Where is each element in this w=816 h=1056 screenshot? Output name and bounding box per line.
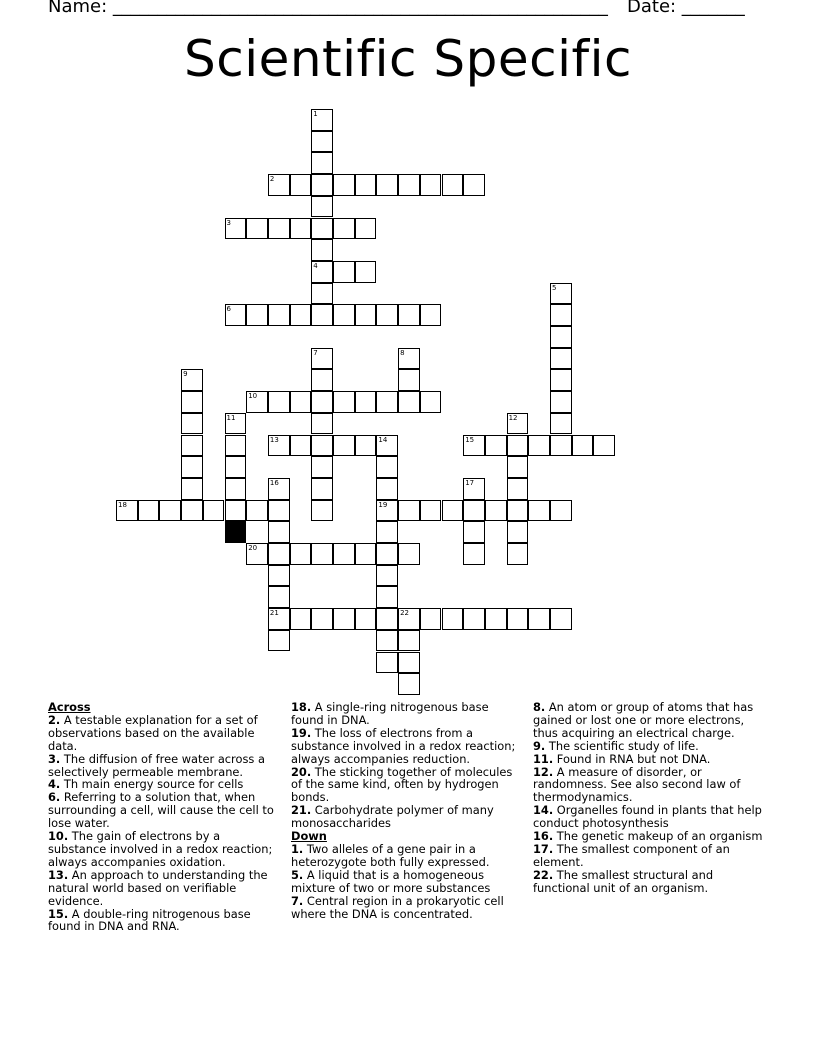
grid-cell[interactable] xyxy=(485,608,507,630)
grid-cell[interactable] xyxy=(355,391,377,413)
grid-cell[interactable] xyxy=(225,413,247,435)
grid-cell[interactable] xyxy=(355,608,377,630)
clue-number: 7 xyxy=(313,348,318,357)
grid-cell[interactable] xyxy=(376,391,398,413)
grid-cell[interactable] xyxy=(333,218,355,240)
grid-cell[interactable] xyxy=(550,413,572,435)
grid-cell[interactable] xyxy=(528,500,550,522)
grid-cell[interactable] xyxy=(246,218,268,240)
clue-item xyxy=(291,766,523,805)
grid-cell[interactable] xyxy=(290,543,312,565)
clue-number-label: 7. xyxy=(291,893,304,908)
grid-cell[interactable] xyxy=(181,500,203,522)
clue-item xyxy=(291,843,523,869)
grid-cell[interactable] xyxy=(376,174,398,196)
grid-cell[interactable] xyxy=(507,543,529,565)
clue-item xyxy=(291,701,523,727)
clue-item xyxy=(48,753,280,779)
grid-cell[interactable] xyxy=(550,608,572,630)
grid-cell[interactable] xyxy=(442,500,464,522)
clue-number: 1 xyxy=(313,110,318,118)
grid-cell[interactable] xyxy=(311,304,333,326)
clue-item xyxy=(291,869,523,895)
date-field-label[interactable]: Date: _______ xyxy=(627,0,745,17)
grid-cell[interactable] xyxy=(311,456,333,478)
grid-cell[interactable] xyxy=(376,500,398,522)
grid-cell[interactable] xyxy=(550,500,572,522)
clue-number: 5 xyxy=(552,283,557,292)
grid-cell[interactable] xyxy=(355,304,377,326)
clue-number: 22 xyxy=(400,609,410,618)
grid-cell[interactable] xyxy=(398,652,420,674)
grid-cell[interactable] xyxy=(355,174,377,196)
grid-cell[interactable] xyxy=(398,500,420,522)
clues-column-1 xyxy=(48,701,280,933)
grid-cell[interactable] xyxy=(181,413,203,435)
name-field-label[interactable]: Name: _______________________________________________________ xyxy=(48,0,608,17)
grid-cell[interactable] xyxy=(420,304,442,326)
clue-item xyxy=(533,701,765,740)
grid-cell[interactable] xyxy=(311,369,333,391)
clues-column-3 xyxy=(533,701,765,895)
down-heading: Down xyxy=(291,829,327,844)
grid-cell[interactable] xyxy=(550,326,572,348)
grid-cell[interactable] xyxy=(268,565,290,587)
grid-cell[interactable] xyxy=(225,218,247,240)
grid-cell[interactable] xyxy=(507,608,529,630)
grid-cell[interactable] xyxy=(311,239,333,261)
grid-cell[interactable] xyxy=(376,652,398,674)
clue-number-label: 11. xyxy=(533,751,554,766)
grid-cell[interactable] xyxy=(159,500,181,522)
grid-cell[interactable] xyxy=(246,304,268,326)
grid-cell[interactable] xyxy=(225,500,247,522)
clue-item xyxy=(533,869,765,895)
grid-cell[interactable] xyxy=(311,543,333,565)
clue-item xyxy=(291,895,523,921)
clue-number-label: 4. xyxy=(48,777,61,792)
grid-cell[interactable] xyxy=(572,435,594,457)
clue-text: The gain of electrons by a substance involved in a redox reaction; always accompanies oxidation. xyxy=(48,829,273,869)
grid-cell[interactable] xyxy=(376,435,398,457)
clue-number-label: 13. xyxy=(48,867,69,882)
grid-cell[interactable] xyxy=(311,196,333,218)
clue-text: The sticking together of molecules of the same kind, often by hydrogen bonds. xyxy=(291,764,513,805)
clue-text: A double-ring nitrogenous base found in DNA and RNA. xyxy=(48,906,251,934)
grid-cell[interactable] xyxy=(246,543,268,565)
grid-cell[interactable] xyxy=(376,521,398,543)
grid-cell[interactable] xyxy=(398,174,420,196)
clue-text: Found in RNA but not DNA. xyxy=(553,751,711,766)
grid-cell[interactable] xyxy=(355,543,377,565)
clue-number-label: 15. xyxy=(48,906,69,921)
grid-cell[interactable] xyxy=(550,348,572,370)
grid-cell[interactable] xyxy=(290,174,312,196)
clue-number-label: 16. xyxy=(533,829,554,844)
clue-text: Carbohydrate polymer of many monosaccharides xyxy=(291,803,494,831)
clue-text: Central region in a prokaryotic cell where the DNA is concentrated. xyxy=(291,893,504,921)
clue-item xyxy=(48,830,280,869)
clue-number-label: 17. xyxy=(533,841,554,856)
grid-cell[interactable] xyxy=(463,478,485,500)
grid-cell[interactable] xyxy=(311,348,333,370)
grid-cell[interactable] xyxy=(550,391,572,413)
grid-cell[interactable] xyxy=(268,218,290,240)
grid-cell[interactable] xyxy=(333,435,355,457)
grid-cell[interactable] xyxy=(376,565,398,587)
grid-cell[interactable] xyxy=(355,218,377,240)
grid-cell[interactable] xyxy=(376,478,398,500)
clue-text: A liquid that is a homogeneous mixture of two or more substances xyxy=(291,867,491,895)
grid-cell[interactable] xyxy=(442,608,464,630)
grid-cell[interactable] xyxy=(311,131,333,153)
grid-cell[interactable] xyxy=(550,369,572,391)
grid-cell[interactable] xyxy=(333,304,355,326)
grid-cell[interactable] xyxy=(463,543,485,565)
clue-text: Organelles found in plants that help conduct photosynthesis xyxy=(533,803,762,831)
grid-cell[interactable] xyxy=(398,608,420,630)
grid-cell[interactable] xyxy=(311,500,333,522)
clue-number: 9 xyxy=(183,370,188,379)
grid-cell[interactable] xyxy=(463,435,485,457)
grid-cell[interactable] xyxy=(268,435,290,457)
grid-cell[interactable] xyxy=(442,174,464,196)
grid-cell[interactable] xyxy=(463,174,485,196)
grid-cell[interactable] xyxy=(246,391,268,413)
clue-number: 10 xyxy=(248,392,258,401)
clue-number-label: 6. xyxy=(48,790,61,805)
grid-cell[interactable] xyxy=(507,478,529,500)
grid-cell[interactable] xyxy=(311,174,333,196)
grid-cell[interactable] xyxy=(181,478,203,500)
clue-item xyxy=(533,766,765,805)
clue-number-label: 10. xyxy=(48,829,69,844)
grid-cell[interactable] xyxy=(311,261,333,283)
clue-number: 18 xyxy=(118,500,127,509)
grid-cell[interactable] xyxy=(311,413,333,435)
clue-number: 3 xyxy=(226,218,231,227)
grid-cell[interactable] xyxy=(507,413,529,435)
grid-cell[interactable] xyxy=(203,500,225,522)
grid-cell[interactable] xyxy=(311,152,333,174)
clue-number-label: 2. xyxy=(48,712,61,727)
grid-cell[interactable] xyxy=(507,500,529,522)
grid-cell[interactable] xyxy=(290,391,312,413)
clue-text: An atom or group of atoms that has gained or lost one or more electrons, thus acquiring an electrical charge. xyxy=(533,700,754,740)
grid-cell[interactable] xyxy=(290,608,312,630)
grid-cell[interactable] xyxy=(225,304,247,326)
grid-cell[interactable] xyxy=(528,435,550,457)
grid-cell[interactable] xyxy=(333,261,355,283)
grid-cell[interactable] xyxy=(181,435,203,457)
grid-cell[interactable] xyxy=(268,174,290,196)
clue-number: 13 xyxy=(269,435,279,444)
clue-number: 17 xyxy=(465,478,475,487)
grid-cell[interactable] xyxy=(507,456,529,478)
clue-number-label: 20. xyxy=(291,764,312,779)
grid-cell[interactable] xyxy=(138,500,160,522)
grid-cell[interactable] xyxy=(333,174,355,196)
clue-item xyxy=(533,804,765,830)
grid-cell[interactable] xyxy=(333,543,355,565)
grid-cell[interactable] xyxy=(311,435,333,457)
clue-number: 4 xyxy=(313,261,318,270)
grid-cell[interactable] xyxy=(246,500,268,522)
grid-cell[interactable] xyxy=(507,521,529,543)
clue-number-label: 18. xyxy=(291,700,312,714)
grid-cell[interactable] xyxy=(398,630,420,652)
grid-cell[interactable] xyxy=(376,456,398,478)
clue-number-label: 12. xyxy=(533,764,554,779)
clue-item xyxy=(291,804,523,830)
black-cell xyxy=(225,521,247,543)
grid-cell[interactable] xyxy=(333,391,355,413)
clue-text: An approach to understanding the natural world based on verifiable evidence. xyxy=(48,867,268,908)
clue-item xyxy=(291,727,523,766)
grid-cell[interactable] xyxy=(355,261,377,283)
grid-cell[interactable] xyxy=(550,304,572,326)
grid-cell[interactable] xyxy=(593,435,615,457)
grid-cell[interactable] xyxy=(355,435,377,457)
clue-text: The diffusion of free water across a selectively permeable membrane. xyxy=(48,751,265,779)
clue-text: The smallest structural and functional unit of an organism. xyxy=(533,867,714,895)
clue-item xyxy=(533,843,765,869)
clue-number-label: 9. xyxy=(533,738,546,753)
grid-cell[interactable] xyxy=(463,608,485,630)
grid-cell[interactable] xyxy=(116,500,138,522)
grid-cell[interactable] xyxy=(311,478,333,500)
clue-number: 21 xyxy=(269,609,279,618)
clue-number: 11 xyxy=(226,413,236,422)
grid-cell[interactable] xyxy=(420,174,442,196)
grid-cell[interactable] xyxy=(376,304,398,326)
clue-text: The genetic makeup of an organism xyxy=(553,829,763,844)
grid-cell[interactable] xyxy=(420,608,442,630)
clue-number: 20 xyxy=(248,544,258,552)
grid-cell[interactable] xyxy=(181,456,203,478)
grid-cell[interactable] xyxy=(290,218,312,240)
grid-cell[interactable] xyxy=(398,543,420,565)
clue-number-label: 8. xyxy=(533,700,546,714)
clue-item xyxy=(48,791,280,830)
grid-cell[interactable] xyxy=(290,304,312,326)
grid-cell[interactable] xyxy=(268,478,290,500)
grid-cell[interactable] xyxy=(311,283,333,305)
grid-cell[interactable] xyxy=(420,500,442,522)
clue-number-label: 5. xyxy=(291,867,304,882)
grid-cell[interactable] xyxy=(550,435,572,457)
grid-cell[interactable] xyxy=(268,586,290,608)
clue-number: 12 xyxy=(508,413,518,422)
grid-cell[interactable] xyxy=(225,456,247,478)
grid-cell[interactable] xyxy=(311,218,333,240)
grid-cell[interactable] xyxy=(398,348,420,370)
grid-cell[interactable] xyxy=(225,435,247,457)
clue-number-label: 3. xyxy=(48,751,61,766)
grid-cell[interactable] xyxy=(290,435,312,457)
grid-cell[interactable] xyxy=(376,630,398,652)
clue-item xyxy=(48,869,280,908)
puzzle-title: Scientific Specific xyxy=(183,30,633,88)
grid-cell[interactable] xyxy=(268,630,290,652)
grid-cell[interactable] xyxy=(550,283,572,305)
grid-cell[interactable] xyxy=(225,478,247,500)
clue-number: 15 xyxy=(465,435,475,444)
grid-cell[interactable] xyxy=(311,608,333,630)
grid-cell[interactable] xyxy=(528,608,550,630)
clue-text: A measure of disorder, or randomness. See also second law of thermodynamics. xyxy=(533,764,741,805)
grid-cell[interactable] xyxy=(268,304,290,326)
clue-number-label: 19. xyxy=(291,725,312,740)
grid-cell[interactable] xyxy=(268,608,290,630)
clue-number: 2 xyxy=(269,175,275,184)
clue-text: Th main energy source for cells xyxy=(60,777,244,792)
grid-cell[interactable] xyxy=(485,500,507,522)
grid-cell[interactable] xyxy=(376,608,398,630)
grid-cell[interactable] xyxy=(311,391,333,413)
clues-column-2 xyxy=(291,701,523,920)
grid-cell[interactable] xyxy=(398,391,420,413)
grid-cell[interactable] xyxy=(268,521,290,543)
clue-text: The smallest component of an element. xyxy=(533,841,730,869)
grid-cell[interactable] xyxy=(181,391,203,413)
clue-number: 19 xyxy=(378,500,388,509)
clue-number-label: 1. xyxy=(291,841,304,856)
grid-cell[interactable] xyxy=(420,391,442,413)
grid-cell[interactable] xyxy=(485,435,507,457)
grid-cell[interactable] xyxy=(268,543,290,565)
clue-number: 14 xyxy=(378,435,388,444)
clue-item xyxy=(48,714,280,753)
grid-cell[interactable] xyxy=(398,304,420,326)
grid-cell[interactable] xyxy=(268,500,290,522)
grid-cell[interactable] xyxy=(376,586,398,608)
clue-text: The scientific study of life. xyxy=(545,738,699,753)
clue-number: 8 xyxy=(400,348,405,357)
clue-number-label: 21. xyxy=(291,803,312,818)
clue-number-label: 22. xyxy=(533,867,554,882)
clue-number: 6 xyxy=(226,305,231,314)
grid-cell[interactable] xyxy=(507,435,529,457)
grid-cell[interactable] xyxy=(181,369,203,391)
clue-text: Two alleles of a gene pair in a heterozygote both fully expressed. xyxy=(291,841,490,869)
clue-text: Referring to a solution that, when surrounding a cell, will cause the cell to lose water. xyxy=(48,790,274,831)
clue-number: 16 xyxy=(269,478,279,487)
grid-cell[interactable] xyxy=(311,109,333,131)
clue-number-label: 14. xyxy=(533,803,554,818)
grid-cell[interactable] xyxy=(268,391,290,413)
grid-cell[interactable] xyxy=(463,521,485,543)
grid-cell[interactable] xyxy=(463,500,485,522)
clue-text: A testable explanation for a set of observations based on the available data. xyxy=(48,712,258,753)
clue-item xyxy=(48,908,280,934)
clue-text: A single-ring nitrogenous base found in DNA. xyxy=(291,700,489,727)
grid-cell[interactable] xyxy=(398,673,420,695)
clue-text: The loss of electrons from a substance involved in a redox reaction; always accompanies reduction. xyxy=(291,725,516,766)
grid-cell[interactable] xyxy=(376,543,398,565)
across-heading: Across xyxy=(48,700,91,714)
grid-cell[interactable] xyxy=(398,369,420,391)
grid-cell[interactable] xyxy=(333,608,355,630)
